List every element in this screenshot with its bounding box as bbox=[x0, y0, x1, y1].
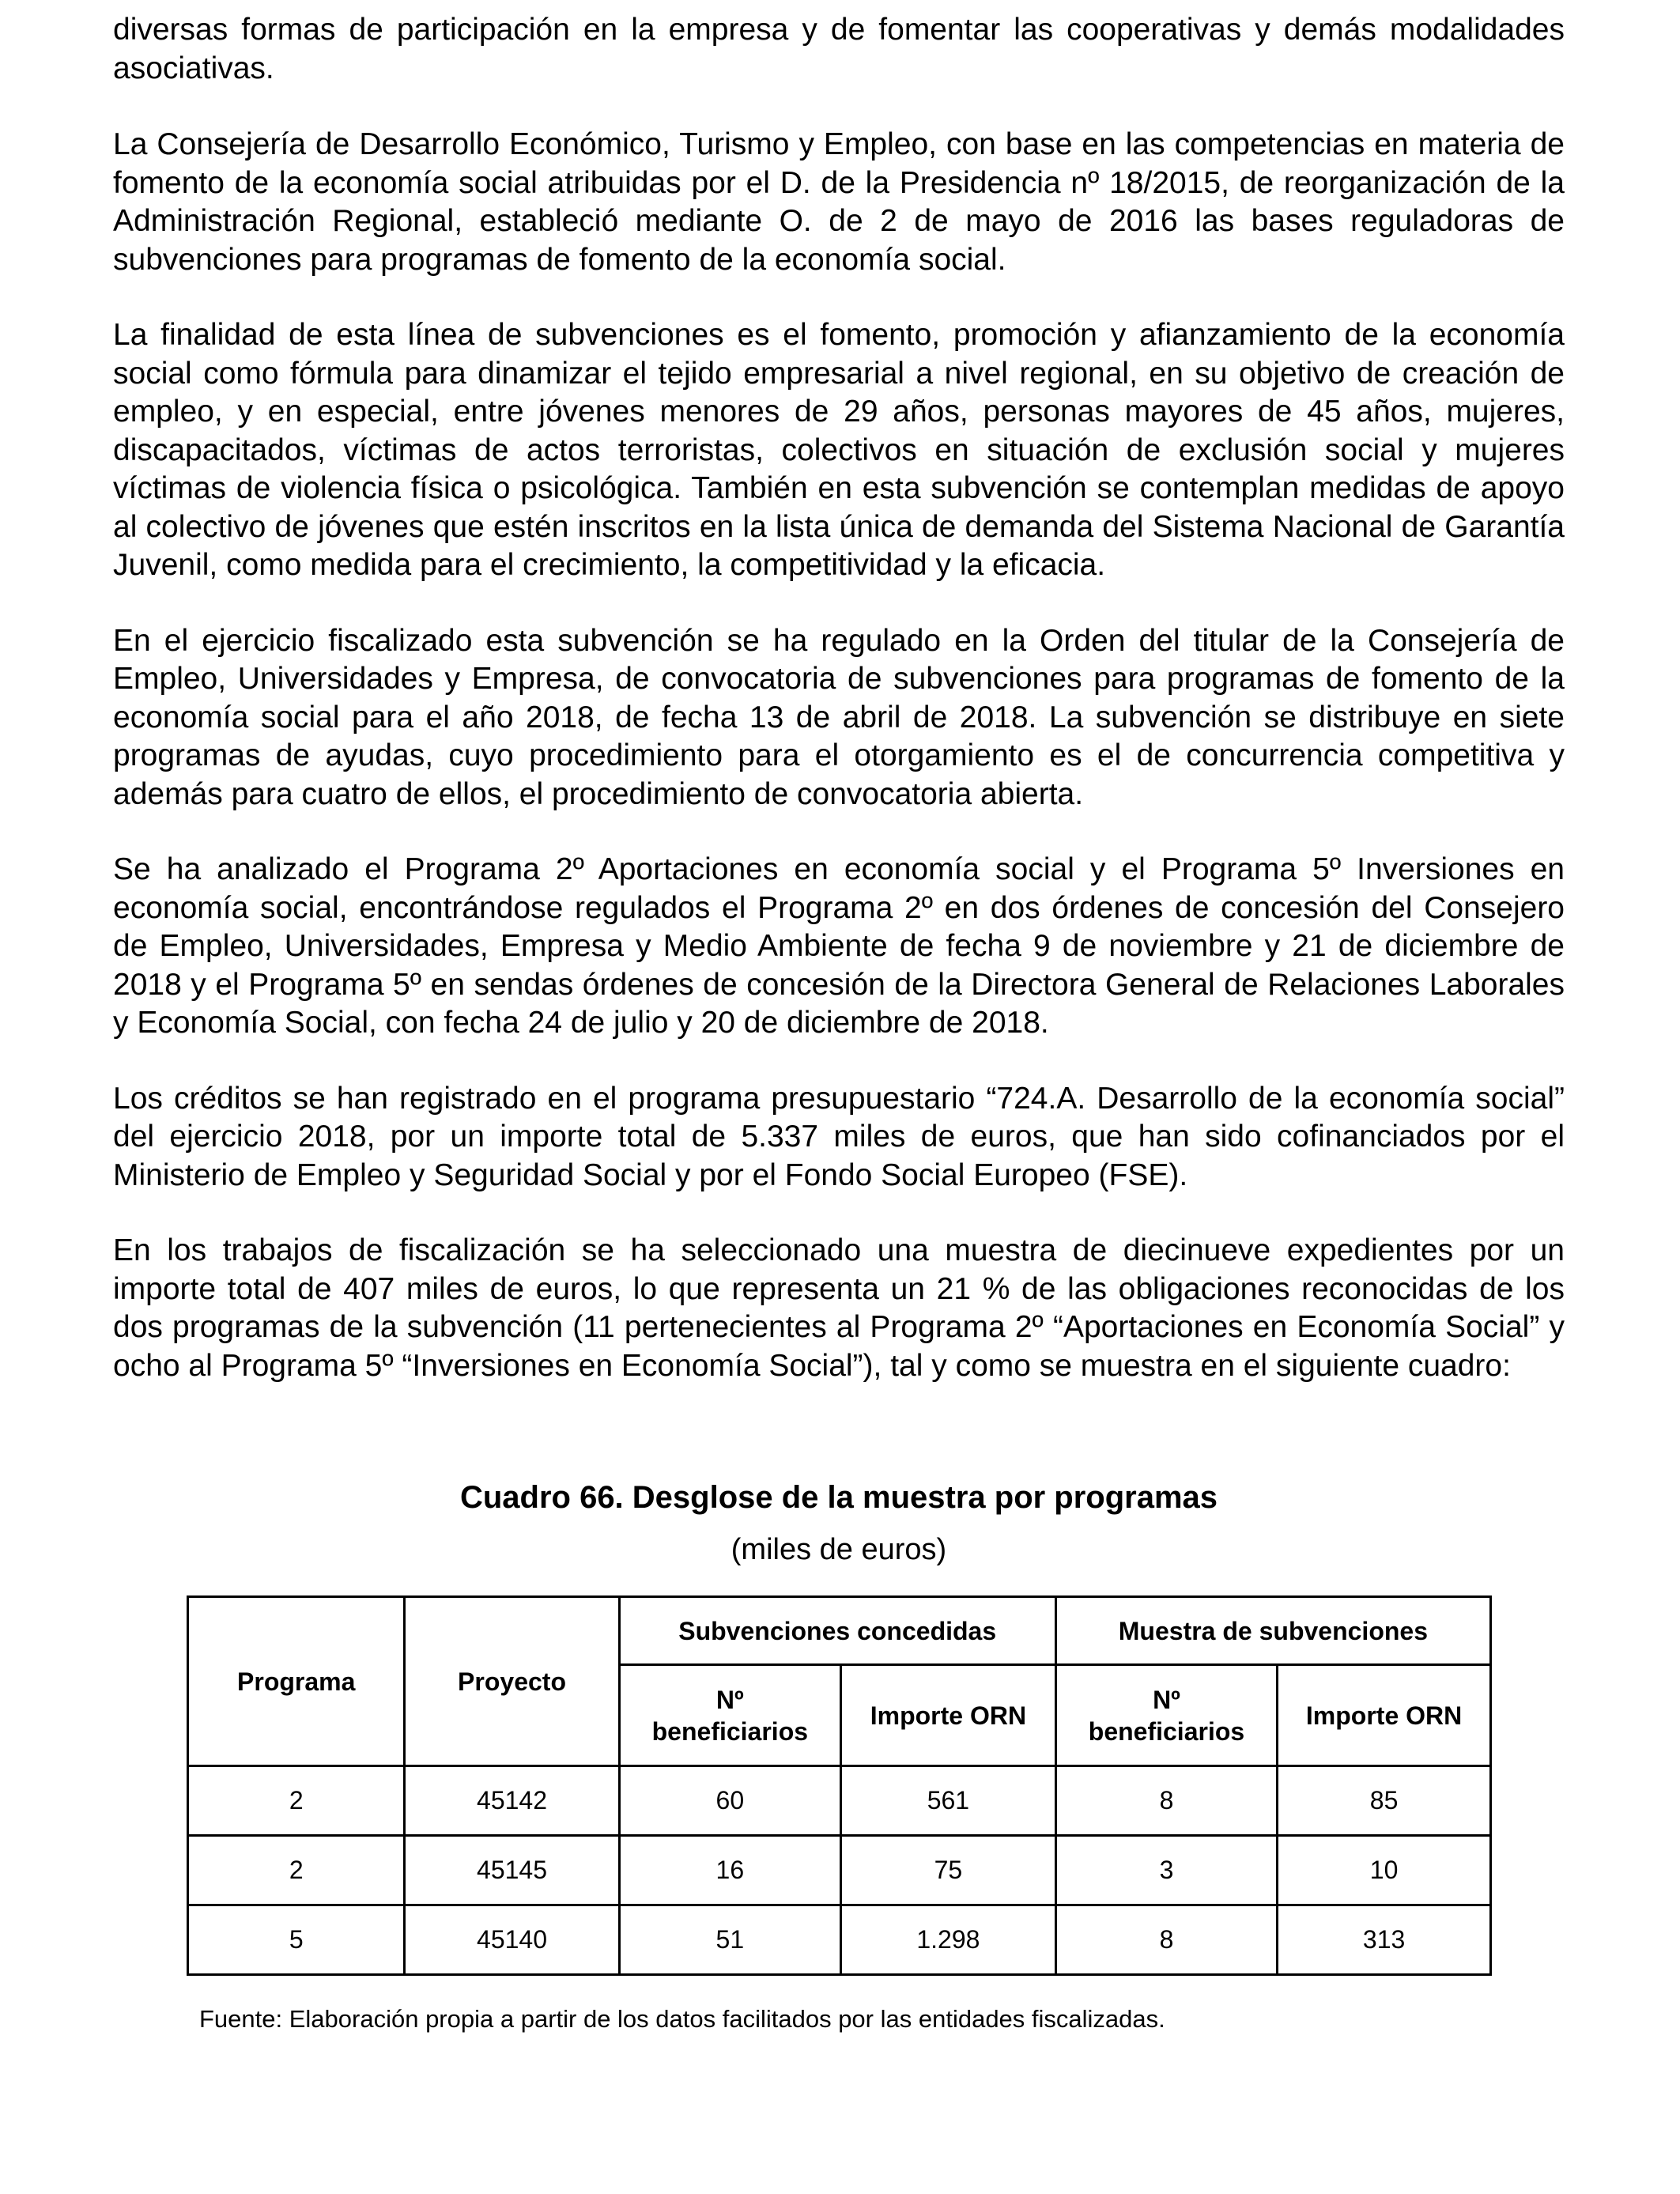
paragraph: Los créditos se han registrado en el programa presupuestario “724.A. Desarrollo de la economía social” del ejercicio 2018, por un importe total de 5.337 miles de euros, que han sido cofinanciados por el Ministerio de Empleo y Seguridad Social y por el Fondo Social Europeo (FSE). bbox=[113, 1081, 1565, 1192]
table-row bbox=[188, 1905, 1491, 1975]
paragraph: diversas formas de participación en la empresa y de fomentar las cooperativas y demás modalidades asociativas. bbox=[113, 13, 1565, 85]
cell-n-beneficiarios: 8 bbox=[1055, 1766, 1277, 1836]
cell-n-beneficiarios: 60 bbox=[619, 1766, 840, 1836]
table-subtitle: (miles de euros) bbox=[731, 1533, 947, 1566]
cell-n-beneficiarios: 8 bbox=[1055, 1905, 1277, 1975]
sample-table bbox=[187, 1595, 1492, 1976]
paragraph: En el ejercicio fiscalizado esta subvención se ha regulado en la Orden del titular de la Consejería de Empleo, Universidades y Empresa, de convocatoria de subvenciones para programas de fomento de la economía social para el año 2018, de fecha 13 de abril de 2018. La subvención se distribuye en siete programas de ayudas, cuyo procedimiento para el otorgamiento es el de concurrencia competitiva y además para cuatro de ellos, el procedimiento de convocatoria abierta. bbox=[113, 623, 1565, 811]
table-title: Cuadro 66. Desglose de la muestra por programas bbox=[459, 1480, 1218, 1515]
paragraph: La Consejería de Desarrollo Económico, Turismo y Empleo, con base en las competencias en materia de fomento de la economía social atribuidas por el D. de la Presidencia nº 18/2015, de reorganización de la Administración Regional, estableció mediante O. de 2 de mayo de 2016 las bases reguladoras de subvenciones para programas de fomento de la economía social. bbox=[113, 127, 1565, 277]
cell-n-beneficiarios: 3 bbox=[1055, 1836, 1277, 1905]
header-programa: Programa bbox=[188, 1597, 405, 1766]
table-row bbox=[188, 1836, 1491, 1905]
cell-n-beneficiarios: 51 bbox=[619, 1905, 840, 1975]
cell-proyecto: 45142 bbox=[405, 1766, 619, 1836]
cell-importe-orn: 313 bbox=[1278, 1905, 1491, 1975]
cell-proyecto: 45145 bbox=[405, 1836, 619, 1905]
paragraph: La finalidad de esta línea de subvenciones es el fomento, promoción y afianzamiento de la economía social como fórmula para dinamizar el tejido empresarial a nivel regional, en su objetivo de creación de empleo, y en especial, entre jóvenes menores de 29 años, personas mayores de 45 años, mujeres, discapacitados, víctimas de actos terroristas, colectivos en situación de exclusión social y mujeres víctimas de violencia física o psicológica. También en esta subvención se contemplan medidas de apoyo al colectivo de jóvenes que estén inscritos en la lista única de demanda del Sistema Nacional de Garantía Juvenil, como medida para el crecimiento, la competitividad y la eficacia. bbox=[113, 318, 1565, 582]
cell-proyecto: 45140 bbox=[405, 1905, 619, 1975]
cell-programa: 5 bbox=[188, 1905, 405, 1975]
header-proyecto: Proyecto bbox=[405, 1597, 619, 1766]
paragraph: En los trabajos de fiscalización se ha seleccionado una muestra de diecinueve expedientes por un importe total de 407 miles de euros, lo que representa un 21 % de las obligaciones reconocidas de los dos programas de la subvención (11 pertenecientes al Programa 2º “Aportaciones en Economía Social” y ocho al Programa 5º “Inversiones en Economía Social”), tal y como se muestra en el siguiente cuadro: bbox=[113, 1233, 1565, 1383]
cell-n-beneficiarios: 16 bbox=[619, 1836, 840, 1905]
header-muestra-subvenciones: Muestra de subvenciones bbox=[1055, 1597, 1490, 1665]
header-subvenciones-concedidas: Subvenciones concedidas bbox=[619, 1597, 1055, 1665]
header-importe-orn: Importe ORN bbox=[1278, 1665, 1491, 1766]
cell-importe-orn: 1.298 bbox=[841, 1905, 1056, 1975]
cell-importe-orn: 75 bbox=[841, 1836, 1056, 1905]
cell-programa: 2 bbox=[188, 1766, 405, 1836]
table-row bbox=[188, 1766, 1491, 1836]
cell-importe-orn: 561 bbox=[841, 1766, 1056, 1836]
header-importe-orn: Importe ORN bbox=[841, 1665, 1056, 1766]
document-page bbox=[113, 11, 1565, 2033]
cell-importe-orn: 85 bbox=[1278, 1766, 1491, 1836]
header-n-beneficiarios: Nº beneficiarios bbox=[1055, 1665, 1277, 1766]
table-source-note: Fuente: Elaboración propia a partir de los datos facilitados por las entidades fiscalizadas. bbox=[199, 2005, 1165, 2033]
cell-importe-orn: 10 bbox=[1278, 1836, 1491, 1905]
cell-programa: 2 bbox=[188, 1836, 405, 1905]
paragraph: Se ha analizado el Programa 2º Aportaciones en economía social y el Programa 5º Inversiones en economía social, encontrándose regulados el Programa 2º en dos órdenes de concesión del Consejero de Empleo, Universidades, Empresa y Medio Ambiente de fecha 9 de noviembre y 21 de diciembre de 2018 y el Programa 5º en sendas órdenes de concesión de la Directora General de Relaciones Laborales y Economía Social, con fecha 24 de julio y 20 de diciembre de 2018. bbox=[113, 852, 1565, 1040]
header-n-beneficiarios: Nº beneficiarios bbox=[619, 1665, 840, 1766]
